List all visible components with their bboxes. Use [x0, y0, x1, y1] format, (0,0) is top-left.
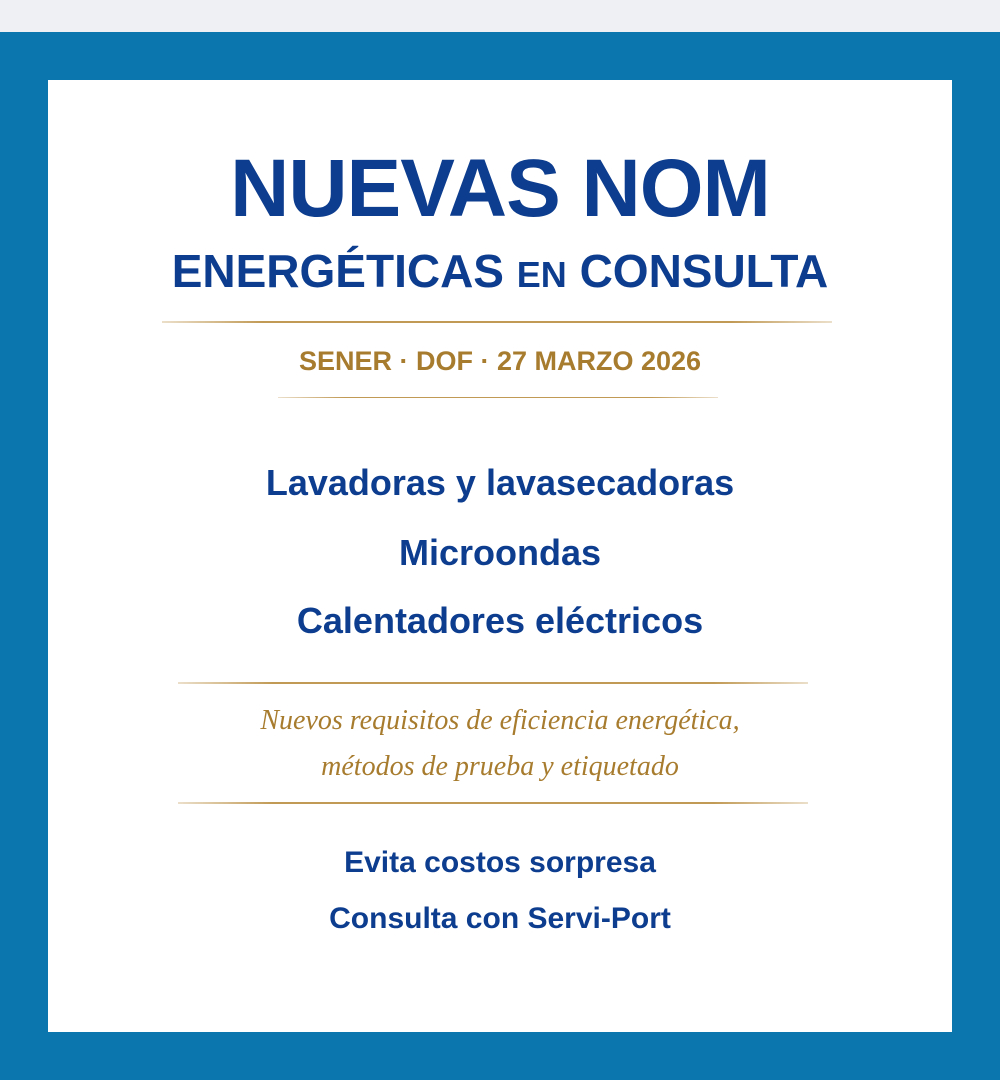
subheadline — [48, 244, 952, 298]
note-line: Nuevos requisitos de eficiencia energética, — [260, 705, 740, 736]
cta-line: Consulta con Servi-Port — [329, 902, 671, 935]
headline: NUEVAS NOM — [230, 143, 770, 234]
divider — [278, 397, 718, 398]
note-line: métodos de prueba y etiquetado — [321, 751, 679, 782]
cta-line: Evita costos sorpresa — [344, 846, 656, 879]
divider — [178, 802, 808, 804]
announcement-card — [48, 80, 952, 1032]
source-line: SENER · DOF · 27 MARZO 2026 — [298, 346, 702, 376]
divider — [178, 682, 808, 684]
subheadline-part: CONSULTA — [579, 245, 829, 297]
product-item: Lavadoras y lavasecadoras — [265, 462, 735, 503]
divider — [162, 321, 832, 323]
product-item: Microondas — [398, 532, 602, 573]
subheadline-part: EN — [516, 254, 567, 295]
product-item: Calentadores eléctricos — [296, 600, 704, 641]
subheadline-part: ENERGÉTICAS — [171, 245, 504, 297]
